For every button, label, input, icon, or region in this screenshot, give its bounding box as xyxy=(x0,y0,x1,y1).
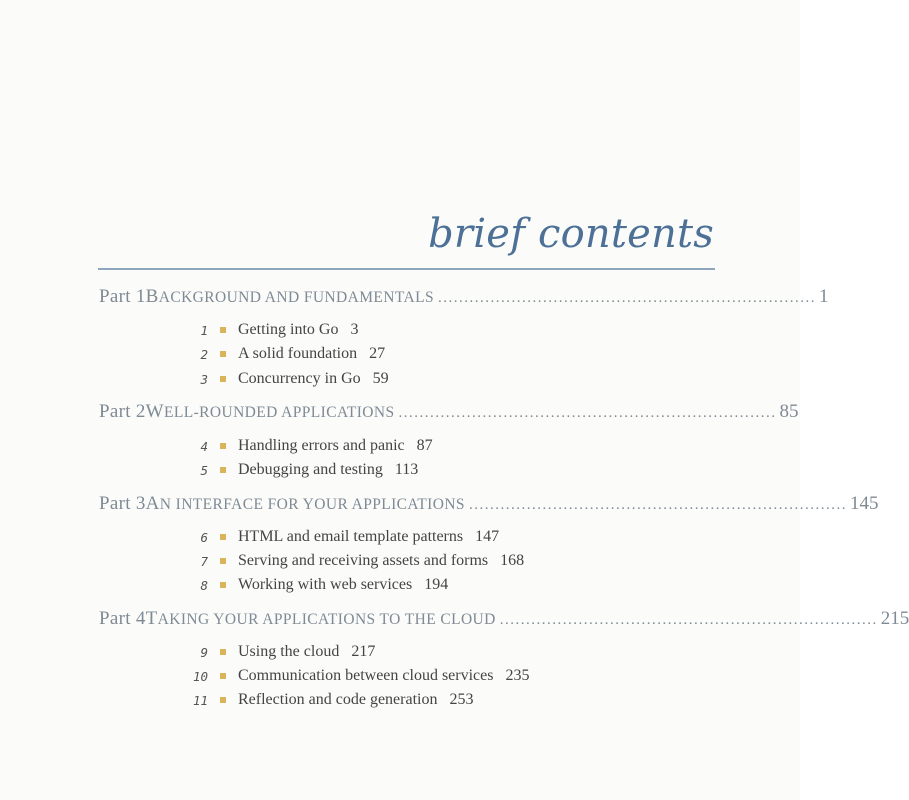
chapter-title: Getting into Go xyxy=(238,321,339,338)
chapter-title: Handling errors and panic xyxy=(238,437,405,454)
chapter-number: 8 xyxy=(200,577,208,593)
part-title: TAKING YOUR APPLICATIONS TO THE CLOUD xyxy=(145,608,496,629)
bullet-icon xyxy=(220,376,226,382)
bullet-icon xyxy=(220,697,226,703)
bullet-icon xyxy=(220,558,226,564)
chapter-page-number: 59 xyxy=(372,370,389,387)
chapter-title: A solid foundation xyxy=(238,345,358,362)
part-label: Part 4 xyxy=(99,608,146,629)
chapter-title: Using the cloud xyxy=(238,643,340,660)
part-page-number: 215 xyxy=(880,608,909,629)
bullet-icon xyxy=(220,467,226,473)
part-page-number: 145 xyxy=(849,493,879,514)
chapter-entry xyxy=(185,690,473,710)
chapter-page-number: 27 xyxy=(369,345,386,362)
chapter-page-number: 3 xyxy=(350,321,359,338)
part-label: Part 1 xyxy=(99,286,146,307)
part-heading xyxy=(99,286,829,310)
chapter-page-number: 217 xyxy=(351,643,376,660)
chapter-page-number: 147 xyxy=(475,528,500,545)
chapter-page-number: 168 xyxy=(500,552,525,569)
chapter-number: 9 xyxy=(200,644,208,660)
part-title: BACKGROUND AND FUNDAMENTALS xyxy=(145,286,434,307)
chapter-number: 3 xyxy=(200,371,208,387)
bullet-icon xyxy=(220,582,226,588)
page-title: brief contents xyxy=(428,211,714,257)
chapter-entry xyxy=(185,369,389,389)
dot-leader: ........................................................................ xyxy=(468,497,847,513)
chapter-title: Serving and receiving assets and forms xyxy=(238,552,489,569)
part-label: Part 3 xyxy=(99,493,146,514)
part-title: AN INTERFACE FOR YOUR APPLICATIONS xyxy=(145,493,465,514)
chapter-title: Reflection and code generation xyxy=(238,691,438,708)
title-rule xyxy=(98,268,715,270)
dot-leader: ........................................................................ xyxy=(438,290,816,306)
chapter-entry xyxy=(185,436,433,456)
chapter-entry xyxy=(185,460,418,480)
chapter-entry xyxy=(185,642,375,662)
chapter-page-number: 253 xyxy=(449,691,474,708)
part-title: WELL-ROUNDED APPLICATIONS xyxy=(145,401,395,422)
dot-leader: ........................................................................ xyxy=(398,405,777,421)
part-label: Part 2 xyxy=(99,401,146,422)
chapter-title: Debugging and testing xyxy=(238,461,383,478)
chapter-number: 4 xyxy=(200,438,208,454)
part-heading xyxy=(99,608,909,632)
chapter-page-number: 113 xyxy=(394,461,419,478)
chapter-title: Concurrency in Go xyxy=(238,370,361,387)
chapter-entry xyxy=(185,551,524,571)
chapter-title: HTML and email template patterns xyxy=(238,528,464,545)
part-heading xyxy=(99,401,799,425)
chapter-page-number: 235 xyxy=(505,667,530,684)
chapter-entry xyxy=(185,320,358,340)
bullet-icon xyxy=(220,443,226,449)
bullet-icon xyxy=(220,534,226,540)
dot-leader: ........................................................................ xyxy=(499,612,878,628)
bullet-icon xyxy=(220,649,226,655)
chapter-title: Working with web services xyxy=(238,576,413,593)
bullet-icon xyxy=(220,327,226,333)
part-page-number: 1 xyxy=(819,286,829,307)
chapter-entry xyxy=(185,575,448,595)
chapter-entry xyxy=(185,666,529,686)
chapter-number: 5 xyxy=(200,462,208,478)
chapter-title: Communication between cloud services xyxy=(238,667,494,684)
chapter-number: 1 xyxy=(200,322,208,338)
part-heading xyxy=(99,493,879,517)
chapter-number: 11 xyxy=(192,692,208,708)
chapter-entry xyxy=(185,344,385,364)
chapter-entry xyxy=(185,527,499,547)
chapter-number: 10 xyxy=(192,668,208,684)
chapter-page-number: 194 xyxy=(424,576,449,593)
bullet-icon xyxy=(220,351,226,357)
chapter-page-number: 87 xyxy=(416,437,433,454)
chapter-number: 7 xyxy=(200,553,208,569)
part-page-number: 85 xyxy=(779,401,799,422)
chapter-number: 6 xyxy=(200,529,208,545)
bullet-icon xyxy=(220,673,226,679)
chapter-number: 2 xyxy=(200,346,208,362)
